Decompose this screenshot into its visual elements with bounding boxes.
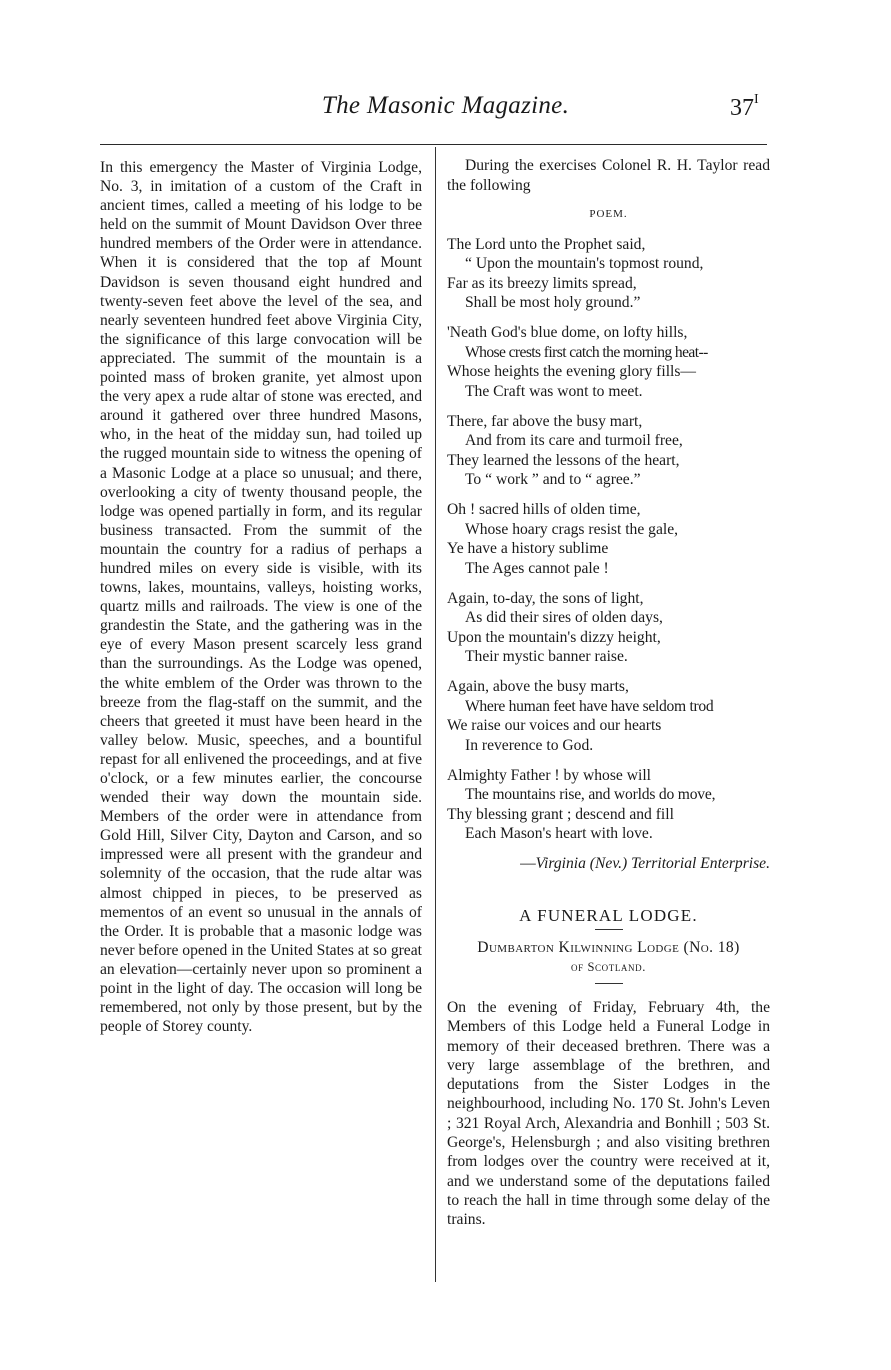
poem-line: Shall be most holy ground.” [465,294,641,311]
poem-line: Their mystic banner raise. [465,648,628,665]
poem-line: As did their sires of olden days, [465,609,663,626]
poem-stanza [447,323,770,401]
poem-stanza [447,766,770,844]
right-column [447,156,770,1230]
poem-line: Whose hoary crags resist the gale, [465,520,679,538]
poem-line: Far as its breezy limits spread, [447,274,637,292]
mount-davidson-paragraph: In this emergency the Master of Virginia Lodge, No. 3, in imitation of a custom of the Craft in ancient times, called a meeting of his lodge to be held on the summit of Mount Davidson Over three hundred members of the Order were in attendance. When it is considered that the top af Mount Davidson is seven thousand eight hundred and twenty-seven feet above the level of the sea, and nearly seventeen hundred feet above Virginia City, the significance of this large convocation will be appreciated. The summit of the mountain is a pointed mass of broken granite, yet almost upon the very apex a rude altar of stone was erected, and around it gathered over three hundred Masons, who, in the heat of the midday sun, had toiled up the rugged mountain side to witness the opening of a Masonic Lodge at a place so unusual; and there, overlooking a city of twenty thousand people, the lodge was opened partially in form, and its regular business transacted. From the summit of the mountain the country for a radius of perhaps a hundred miles on every side is visible, with its towns, lakes, mountains, valleys, hoisting works, quartz mills and railroads. The view is one of the grandestin the State, and the gathering was in the eye of every Mason present scarcely less grand than the surroundings. As the Lodge was opened, the white emblem of the Order was thrown to the breeze from the flag-staff on the summit, and the cheers that greeted it must have been heard in the valley below. Music, speeches, and a bountiful repast for all enlivened the proceedings, and at five o'clock, or a few minutes earlier, the concourse wended their way down the mountain side. Members of the order were in attendance from Gold Hill, Silver City, Dayton and Carson, and so impressed were all present with the grandeur and solemnity of the occasion, that the rude altar was almost chipped in pieces, to be preserved as mementos of an event so unusual in the annals of the Order. It is probable that a masonic lodge was never before opened in the United States at so great an elevation—certainly never upon so prominent a point in the light of day. The occasion will long be remembered, not only by those present, but by the people of Storey county. [100,159,422,1036]
poem-line: Each Mason's heart with love. [465,825,653,842]
poem-line: Ye have a history sublime [447,540,609,557]
poem-line: Again, to-day, the sons of light, [447,589,644,607]
lodge-country: of Scotland. [571,959,646,974]
funeral-lodge-paragraph: On the evening of Friday, February 4th, the Members of this Lodge held a Funeral Lodge in memory of their deceased brethren. There was a very large assemblage of the brethren, and deputations from the Sister Lodges in the neighbourhood, including No. 170 St. John's Leven ; 321 Royal Arch, Alexandria and Bonhill ; 503 St. George's, Helensburgh ; and also visiting brethren from lodges over the country were received at it, and we understand some of the deputations failed to reach the hall in time through some delay of the trains. [447,999,770,1229]
poem-heading: POEM. [589,208,628,220]
source-text: Virginia (Nev.) Territorial Enterprise. [535,855,770,872]
poem-line: The Ages cannot pale ! [465,559,609,577]
poem-stanza [447,589,770,667]
section-rule [595,929,623,930]
source-dash: — [520,855,536,872]
poem-line: 'Neath God's blue dome, on lofty hills, [447,324,688,341]
poem-line: They learned the lessons of the heart, [447,451,680,469]
poem-line: We raise our voices and our hearts [447,717,662,734]
poem-line: The mountains rise, and worlds do move, [465,786,716,803]
poem-line: Almighty Father ! by whose will [447,766,651,784]
poem-line: Whose crests first catch the morning heat-- [465,343,708,361]
poem-line: There, far above the busy mart, [447,412,643,430]
poem-line: Thy blessing grant ; descend and fill [447,805,674,823]
poem-line: To “ work ” and to “ agree.” [465,471,641,488]
page-number-sup: I [754,92,759,107]
poem-line: And from its care and turmoil free, [465,432,683,449]
poem-stanza [447,677,770,755]
header-rule [100,144,767,145]
page-header [0,92,891,132]
poem-line: Whose heights the evening glory fills— [447,363,697,380]
poem-line: The Lord unto the Prophet said, [447,235,646,253]
poem-source [447,854,770,874]
page-number [730,92,759,122]
poem-stanza [447,500,770,578]
column-divider [435,147,436,1282]
poem-line: Oh ! sacred hills of olden time, [447,501,641,518]
lodge-name: Dumbarton Kilwinning Lodge (No. 18) [477,939,740,956]
poem-line: The Craft was wont to meet. [465,382,643,400]
poem-intro: During the exercises Colonel R. H. Taylor read the following [447,157,770,194]
section-title: A FUNERAL LODGE. [519,905,698,925]
magazine-title: The Masonic Magazine. [321,92,570,119]
poem-line: In reverence to God. [465,736,594,754]
poem-line: Again, above the busy marts, [447,678,629,695]
page-number-main: 37 [730,95,754,121]
poem-line: Upon the mountain's dizzy height, [447,628,661,646]
poem-line: Where human feet have have seldom trod [465,697,714,715]
poem-stanza [447,412,770,490]
poem-stanza [447,235,770,313]
poem-line: “ Upon the mountain's topmost round, [465,255,704,272]
section-rule [595,983,623,984]
left-column [100,158,422,1036]
